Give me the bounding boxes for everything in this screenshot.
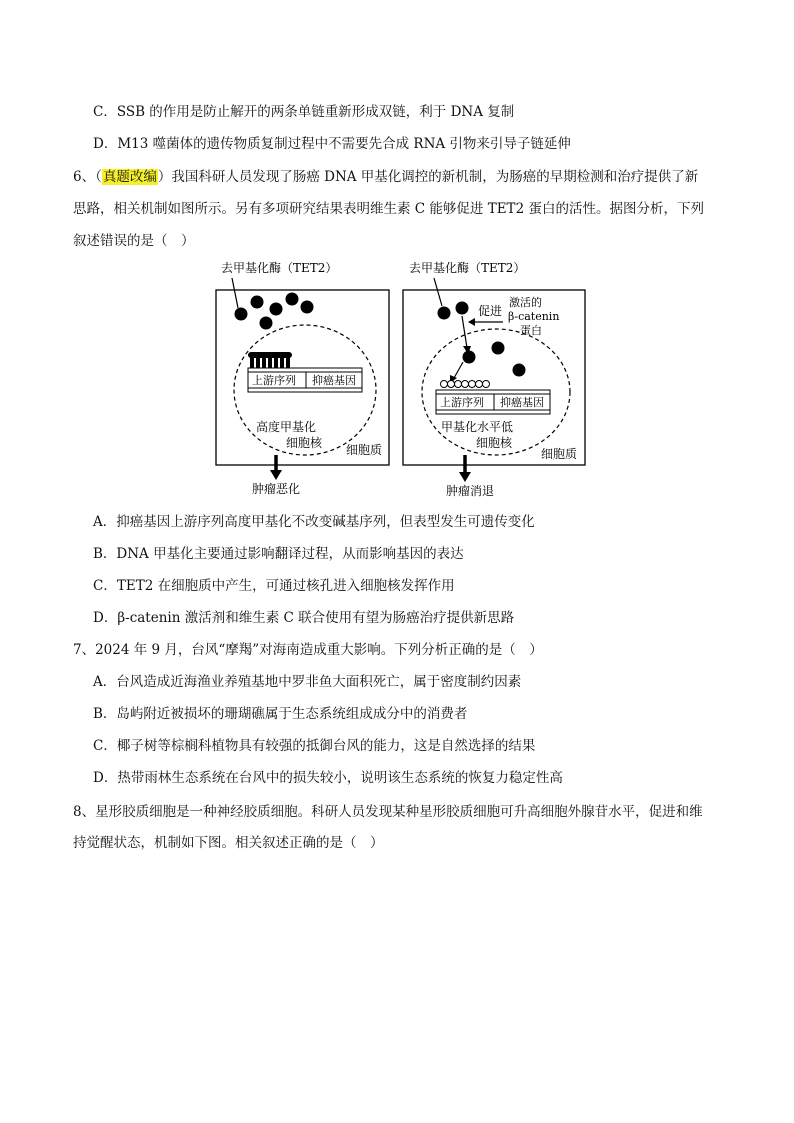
q6-stem-line2: 思路，相关机制如图所示。另有多项研究结果表明维生素 C 能够促进 TET2 蛋白的活性。据图分析，下列 bbox=[73, 201, 704, 217]
activator-line1: 激活的 bbox=[509, 296, 542, 309]
tet2-dot bbox=[492, 342, 505, 355]
left-methyl-groups bbox=[248, 352, 292, 368]
q7-stem: 7、2024 年 9 月，台风“摩羯”对海南造成重大影响。下列分析正确的是（ ） bbox=[73, 642, 543, 658]
right-methyl-label: 甲基化水平低 bbox=[441, 420, 514, 434]
tet2-dot bbox=[513, 364, 526, 377]
tet2-dot bbox=[260, 317, 273, 330]
tet2-dot bbox=[456, 302, 469, 315]
tet2-dot bbox=[301, 301, 314, 314]
right-cytoplasm-label: 细胞质 bbox=[541, 447, 578, 461]
left-gene-label: 抑癌基因 bbox=[312, 374, 356, 387]
q7-option-b: B．岛屿附近被损坏的珊瑚礁属于生态系统组成成分中的消费者 bbox=[93, 706, 468, 722]
activator-line2: β-catenin bbox=[508, 310, 560, 323]
right-gene-label: 抑癌基因 bbox=[500, 396, 544, 409]
q6-number: 6、 bbox=[73, 169, 96, 185]
q6-stem-line3: 叙述错误的是（ ） bbox=[73, 233, 195, 249]
left-upstream-label: 上游序列 bbox=[252, 374, 296, 387]
q8-stem-line1: 8、星形胶质细胞是一种神经胶质细胞。科研人员发现某种星形胶质细胞可升高细胞外腺苷水平，促进和维 bbox=[73, 804, 703, 820]
promote-label: 促进 bbox=[478, 304, 503, 318]
tet2-dot bbox=[463, 351, 476, 364]
q6-stem-line1: 6、（真题改编）我国科研人员发现了肠癌 DNA 甲基化调控的新机制，为肠癌的早期检测和治疗提供了新 bbox=[73, 169, 699, 185]
q6-option-a: A．抑癌基因上游序列高度甲基化不改变碱基序列，但表型发生可遗传变化 bbox=[93, 514, 535, 530]
right-upstream-label: 上游序列 bbox=[440, 396, 484, 409]
tet2-dot bbox=[286, 293, 299, 306]
tet2-dot bbox=[235, 308, 248, 321]
left-enzyme-pointer bbox=[232, 278, 238, 308]
tet2-dot bbox=[270, 303, 283, 316]
q5-option-c: C．SSB 的作用是防止解开的两条单链重新形成双链，利于 DNA 复制 bbox=[93, 104, 515, 120]
left-cytoplasm-label: 细胞质 bbox=[346, 443, 383, 457]
q6-option-b: B．DNA 甲基化主要通过影响翻译过程，从而影响基因的表达 bbox=[93, 546, 464, 562]
left-enzyme-label: 去甲基化酶（TET2） bbox=[221, 261, 338, 275]
right-outcome: 肿瘤消退 bbox=[446, 484, 495, 498]
left-panel bbox=[216, 260, 389, 496]
tet2-dot bbox=[251, 296, 264, 309]
q6-tag: 真题改编 bbox=[102, 169, 157, 185]
right-panel bbox=[403, 260, 585, 498]
q7-option-d: D．热带雨林生态系统在台风中的损失较小，说明该生态系统的恢复力稳定性高 bbox=[93, 770, 563, 786]
q7-option-a: A．台风造成近海渔业养殖基地中罗非鱼大面积死亡，属于密度制约因素 bbox=[93, 674, 522, 690]
left-outcome: 肿瘤恶化 bbox=[252, 482, 301, 496]
tet2-dot bbox=[438, 307, 451, 320]
activator-line3: 蛋白 bbox=[520, 324, 542, 337]
q8-stem-line2: 持觉醒状态，机制如下图。相关叙述正确的是（ ） bbox=[73, 835, 384, 851]
left-methyl-label: 高度甲基化 bbox=[256, 420, 317, 434]
right-enzyme-label: 去甲基化酶（TET2） bbox=[409, 261, 526, 275]
right-enzyme-pointer bbox=[434, 278, 442, 306]
q6-option-d: D．β-catenin 激活剂和维生素 C 联合使用有望为肠癌治疗提供新思路 bbox=[93, 610, 515, 626]
promote-arrow bbox=[468, 318, 475, 326]
left-nucleus-label: 细胞核 bbox=[286, 436, 323, 450]
q7-option-c: C．椰子树等棕榈科植物具有较强的抵御台风的能力，这是自然选择的结果 bbox=[93, 738, 536, 754]
right-nucleus-label: 细胞核 bbox=[476, 436, 513, 450]
q6-option-c: C．TET2 在细胞质中产生，可通过核孔进入细胞核发挥作用 bbox=[93, 578, 455, 594]
q5-option-d: D．M13 噬菌体的遗传物质复制过程中不需要先合成 RNA 引物来引导子链延伸 bbox=[93, 136, 571, 152]
q6-stem-text1: 我国科研人员发现了肠癌 DNA 甲基化调控的新机制，为肠癌的早期检测和治疗提供了新 bbox=[171, 169, 699, 185]
right-unmethylated-groups bbox=[441, 381, 490, 388]
